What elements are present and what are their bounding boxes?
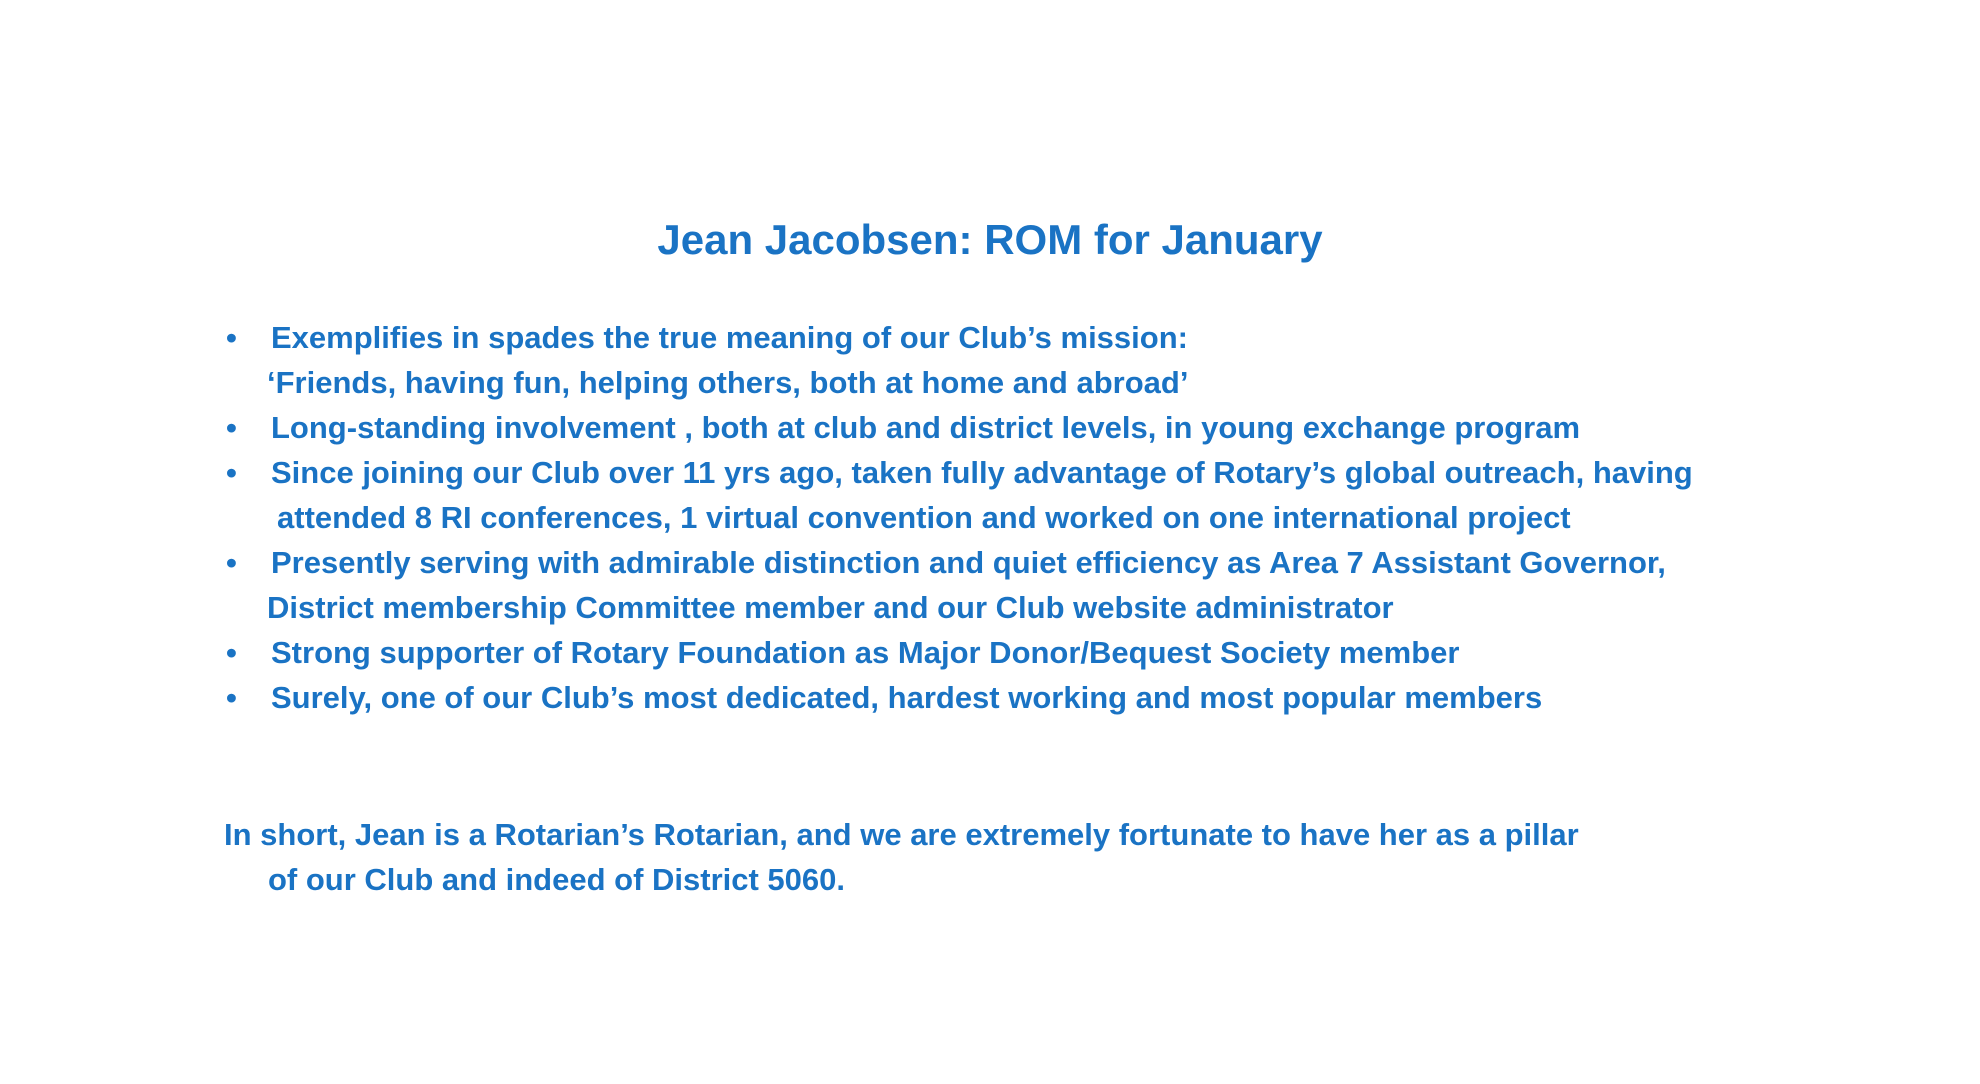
bullet-icon: • xyxy=(226,635,237,670)
bullet-icon: • xyxy=(226,545,237,580)
bullet-text-line: District membership Committee member and our Club website administrator xyxy=(267,590,1394,625)
bullet-icon: • xyxy=(226,320,237,355)
bullet-item-outreach xyxy=(220,450,1693,540)
bullet-text-line: attended 8 RI conferences, 1 virtual convention and worked on one international project xyxy=(277,500,1571,535)
bullet-text-line: Presently serving with admirable distinction and quiet efficiency as Area 7 Assistant Governor, xyxy=(271,545,1666,580)
bullet-item-involvement xyxy=(220,405,1693,450)
summary-line: In short, Jean is a Rotarian’s Rotarian, and we are extremely fortunate to have her as a pillar xyxy=(224,817,1579,852)
summary-paragraph xyxy=(224,812,1579,902)
bullet-item-roles xyxy=(220,540,1693,630)
bullet-list xyxy=(220,315,1693,720)
bullet-text-line: Since joining our Club over 11 yrs ago, taken fully advantage of Rotary’s global outreach, having xyxy=(271,455,1693,490)
bullet-text-line: ‘Friends, having fun, helping others, both at home and abroad’ xyxy=(267,365,1189,400)
slide-title: Jean Jacobsen: ROM for January xyxy=(657,216,1323,263)
bullet-text-line: Exemplifies in spades the true meaning of our Club’s mission: xyxy=(271,320,1188,355)
bullet-item-foundation xyxy=(220,630,1693,675)
bullet-text-line: Long-standing involvement , both at club and district levels, in young exchange program xyxy=(271,410,1581,445)
bullet-icon: • xyxy=(226,455,237,490)
bullet-text-line: Strong supporter of Rotary Foundation as Major Donor/Bequest Society member xyxy=(271,635,1460,670)
bullet-icon: • xyxy=(226,680,237,715)
bullet-text-line: Surely, one of our Club’s most dedicated, hardest working and most popular members xyxy=(271,680,1543,715)
summary-line: of our Club and indeed of District 5060. xyxy=(268,862,846,897)
bullet-icon: • xyxy=(226,410,237,445)
bullet-item-mission xyxy=(220,315,1693,405)
bullet-item-dedication xyxy=(220,675,1693,720)
